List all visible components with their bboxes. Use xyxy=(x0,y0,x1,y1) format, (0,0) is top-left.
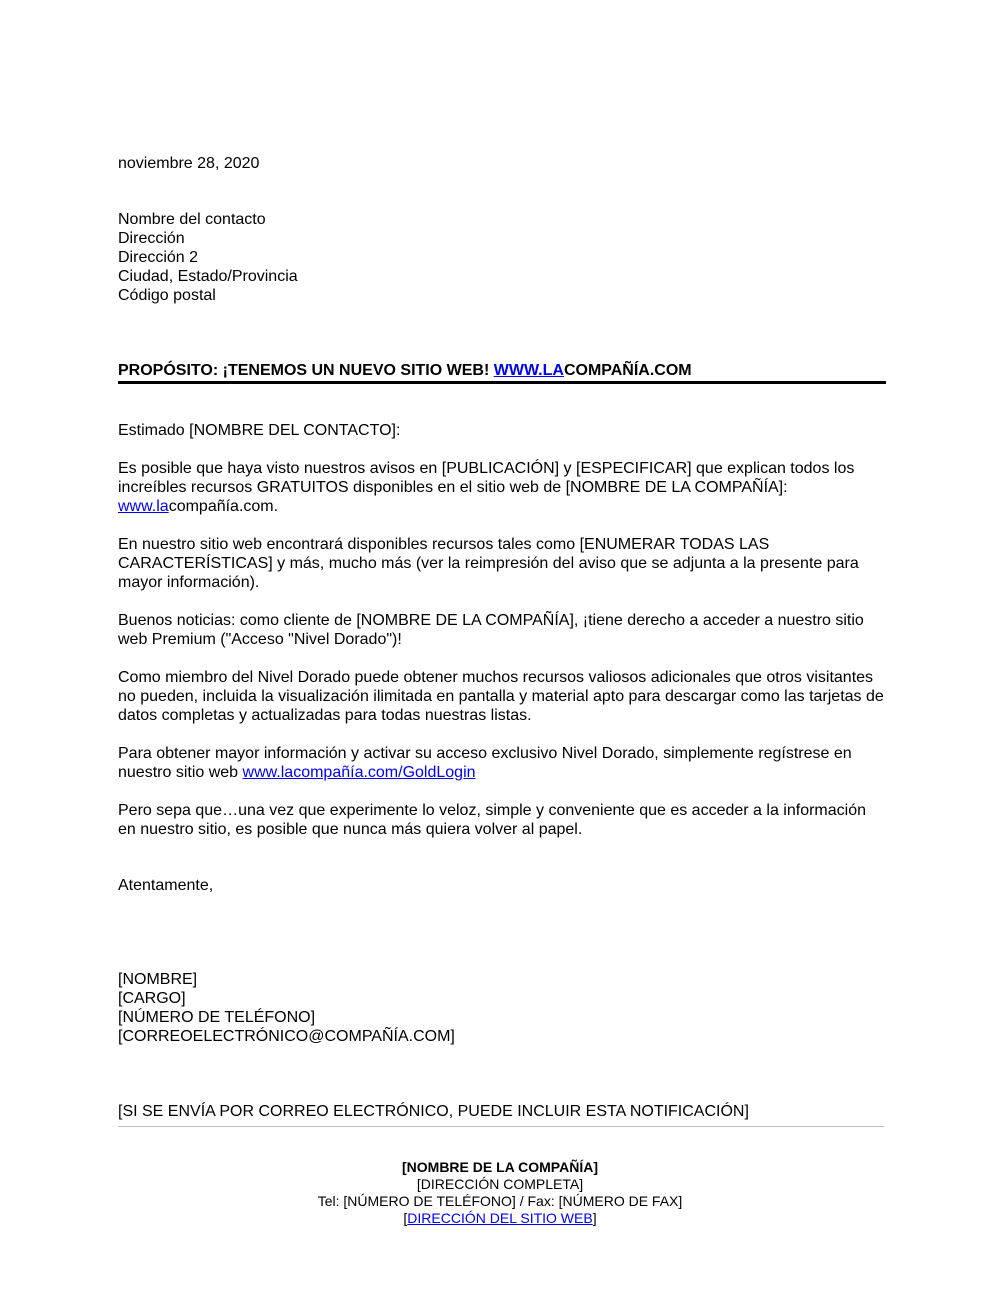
address-line: Dirección 2 xyxy=(118,249,199,266)
recipient-address xyxy=(118,210,888,305)
signature-block xyxy=(118,970,888,1046)
footer-company: [NOMBRE DE LA COMPAÑÍA] xyxy=(402,1159,598,1175)
footer-bracket-close: ] xyxy=(592,1210,597,1226)
footer-website xyxy=(0,1210,1000,1227)
letter-body xyxy=(118,154,888,1127)
paragraph-6: Pero sepa que…una vez que experimente lo veloz, simple y conveniente que es acceder a la información en nuestro sitio, es posible que nunca más quiera volver al papel. xyxy=(118,802,866,838)
address-line: Nombre del contacto xyxy=(118,211,266,228)
letter-date: noviembre 28, 2020 xyxy=(118,155,260,172)
closing: Atentamente, xyxy=(118,877,214,894)
paragraph-3: Buenos noticias: como cliente de [NOMBRE DE LA COMPAÑÍA], ¡tiene derecho a acceder a nuestro sitio web Premium ("Acceso "Nivel Dorado")! xyxy=(118,612,864,648)
paragraph-1-text: Es posible que haya visto nuestros avisos en [PUBLICACIÓN] y [ESPECIFICAR] que explican todos los increíbles recursos GRATUITOS disponibles en el sitio web de [NOMBRE DE LA COMPAÑÍA]: xyxy=(118,460,855,496)
purpose-website-link[interactable]: WWW.LA xyxy=(493,362,564,379)
footer-address: [DIRECCIÓN COMPLETA] xyxy=(416,1176,584,1192)
email-notice: [SI SE ENVÍA POR CORREO ELECTRÓNICO, PUEDE INCLUIR ESTA NOTIFICACIÓN] xyxy=(118,1103,749,1120)
purpose-line xyxy=(118,361,886,384)
signature-line: [CARGO] xyxy=(118,990,186,1007)
gold-login-link[interactable]: www.lacompañía.com/GoldLogin xyxy=(242,764,476,781)
signature-line: [NOMBRE] xyxy=(118,971,198,988)
purpose-suffix: COMPAÑÍA.COM xyxy=(563,362,692,379)
footer-contact: Tel: [NÚMERO DE TELÉFONO] / Fax: [NÚMERO DE FAX] xyxy=(317,1193,683,1209)
footer xyxy=(0,1159,1000,1227)
footer-bracket-open: [ xyxy=(403,1210,408,1226)
footer-divider xyxy=(118,1126,884,1127)
salutation: Estimado [NOMBRE DEL CONTACTO]: xyxy=(118,422,401,439)
footer-website-link[interactable]: DIRECCIÓN DEL SITIO WEB xyxy=(407,1210,593,1226)
paragraph-4: Como miembro del Nivel Dorado puede obtener muchos recursos valiosos adicionales que otros visitantes no pueden, incluida la visualización ilimitada en pantalla y material apto para descargar como las tarjetas de datos completas y actualizadas para todas nuestras listas. xyxy=(118,669,884,724)
signature-line: [CORREOELECTRÓNICO@COMPAÑÍA.COM] xyxy=(118,1028,455,1045)
address-line: Ciudad, Estado/Provincia xyxy=(118,268,298,285)
paragraph-2: En nuestro sitio web encontrará disponibles recursos tales como [ENUMERAR TODAS LAS CARACTERÍSTICAS] y más, mucho más (ver la reimpresión del aviso que se adjunta a la presente para mayor información). xyxy=(118,536,859,591)
signature-line: [NÚMERO DE TELÉFONO] xyxy=(118,1009,316,1026)
paragraph-5 xyxy=(118,744,888,782)
paragraph-5-text: Para obtener mayor información y activar su acceso exclusivo Nivel Dorado, simplemente regístrese en nuestro sitio web xyxy=(118,745,852,781)
address-line: Dirección xyxy=(118,230,185,247)
website-link[interactable]: www.la xyxy=(118,498,169,515)
purpose-prefix: PROPÓSITO: ¡TENEMOS UN NUEVO SITIO WEB! xyxy=(118,362,494,379)
paragraph-1 xyxy=(118,459,888,516)
address-line: Código postal xyxy=(118,287,216,304)
website-suffix: compañía.com. xyxy=(168,498,279,515)
